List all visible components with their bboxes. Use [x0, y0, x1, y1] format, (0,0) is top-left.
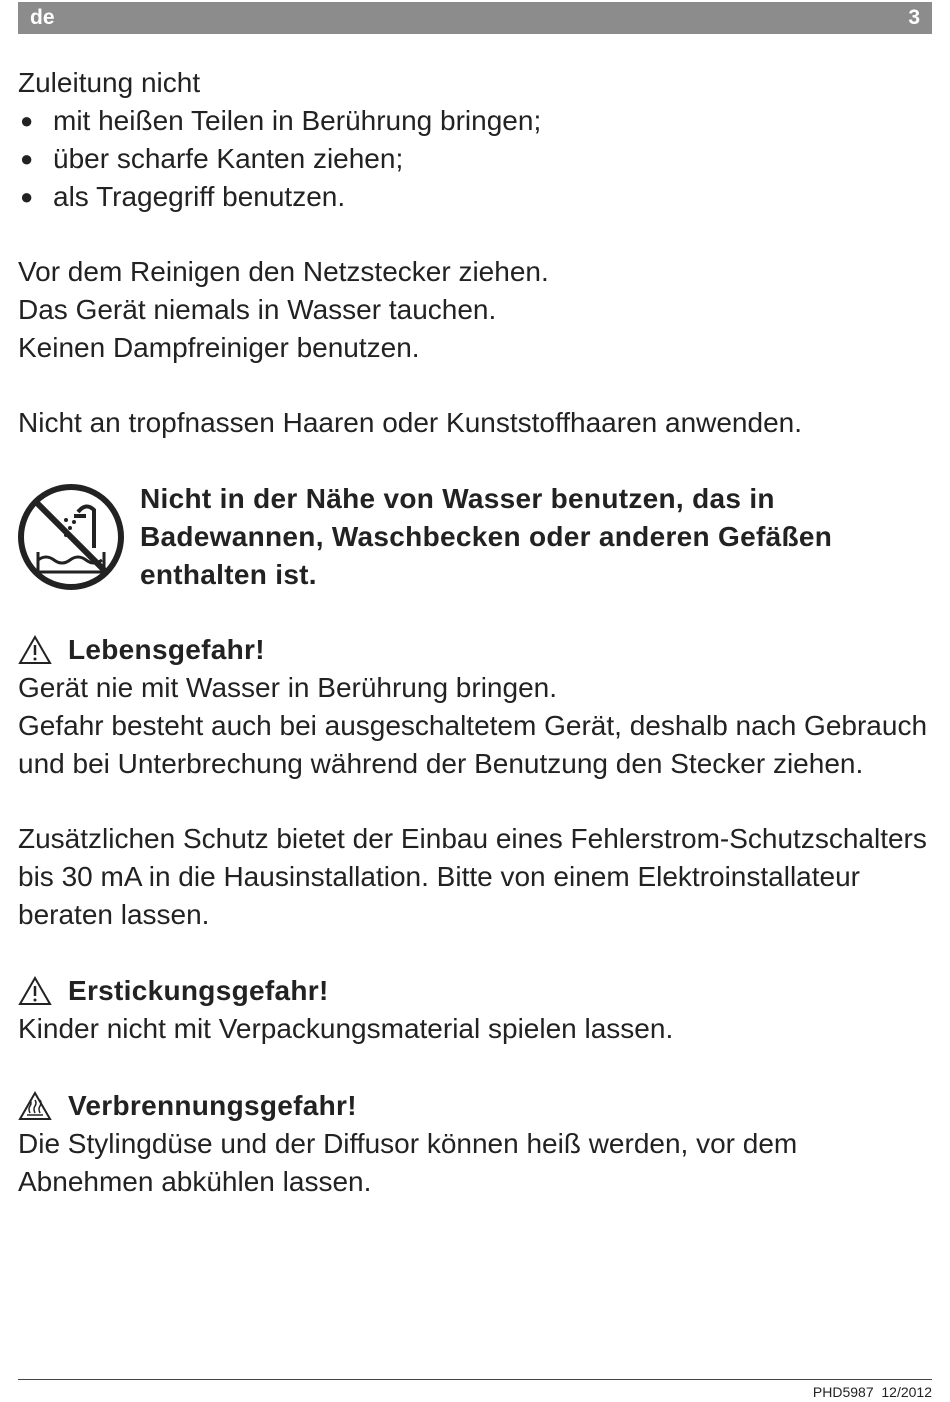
- cleaning-line: Vor dem Reinigen den Netzstecker ziehen.: [18, 256, 549, 287]
- page-number: 3: [908, 6, 920, 29]
- danger-burn-heading: [18, 1087, 357, 1125]
- bullet-icon: ●: [20, 184, 34, 209]
- cord-bullet-list: [18, 102, 918, 216]
- danger-life-title: Lebensgefahr!: [68, 634, 265, 665]
- bullet-icon: ●: [20, 108, 34, 133]
- water-warning-text: Nicht in der Nähe von Wasser benutzen, das in Badewannen, Waschbecken oder anderen Gefäßen enthalten ist.: [140, 483, 833, 590]
- danger-life-line: Zusätzlichen Schutz bietet der Einbau eines Fehlerstrom-Schutzschalters bis 30 mA in die Hausinstallation. Bitte von einem Elektroinstallateur beraten lassen.: [18, 823, 927, 930]
- warning-triangle-icon: [18, 976, 52, 1006]
- hot-surface-warning-icon: [18, 1091, 52, 1121]
- cleaning-line: Keinen Dampfreiniger benutzen.: [18, 332, 420, 363]
- footer-document-code: PHD5987 12/2012: [812, 1384, 932, 1400]
- warning-triangle-icon: [18, 635, 52, 665]
- footer-divider: [18, 1379, 932, 1380]
- danger-burn-title: Verbrennungsgefahr!: [68, 1090, 357, 1121]
- list-item: [18, 178, 918, 216]
- list-item-text: als Tragegriff benutzen.: [53, 181, 346, 212]
- danger-suffocation-heading: [18, 972, 329, 1010]
- language-code: de: [30, 6, 55, 29]
- cord-intro: Zuleitung nicht: [18, 67, 201, 98]
- no-water-icon: [16, 482, 126, 592]
- danger-burn-text: Die Stylingdüse und der Diffusor können heiß werden, vor dem Abnehmen abkühlen lassen.: [18, 1128, 798, 1197]
- danger-life-heading: [18, 631, 265, 669]
- list-item: [18, 140, 918, 178]
- list-item: [18, 102, 918, 140]
- list-item-text: mit heißen Teilen in Berührung bringen;: [53, 105, 542, 136]
- bullet-icon: ●: [20, 146, 34, 171]
- danger-life-line: Gerät nie mit Wasser in Berührung bringen.: [18, 672, 557, 703]
- page-header-bar: [18, 2, 932, 34]
- danger-life-line: Gefahr besteht auch bei ausgeschaltetem Gerät, deshalb nach Gebrauch und bei Unterbrechung während der Benutzung den Stecker ziehen.: [18, 710, 928, 779]
- danger-suffocation-text: Kinder nicht mit Verpackungsmaterial spielen lassen.: [18, 1013, 674, 1044]
- list-item-text: über scharfe Kanten ziehen;: [53, 143, 404, 174]
- wet-hair-notice: Nicht an tropfnassen Haaren oder Kunststoffhaaren anwenden.: [18, 407, 802, 438]
- cleaning-line: Das Gerät niemals in Wasser tauchen.: [18, 294, 497, 325]
- danger-suffocation-title: Erstickungsgefahr!: [68, 975, 329, 1006]
